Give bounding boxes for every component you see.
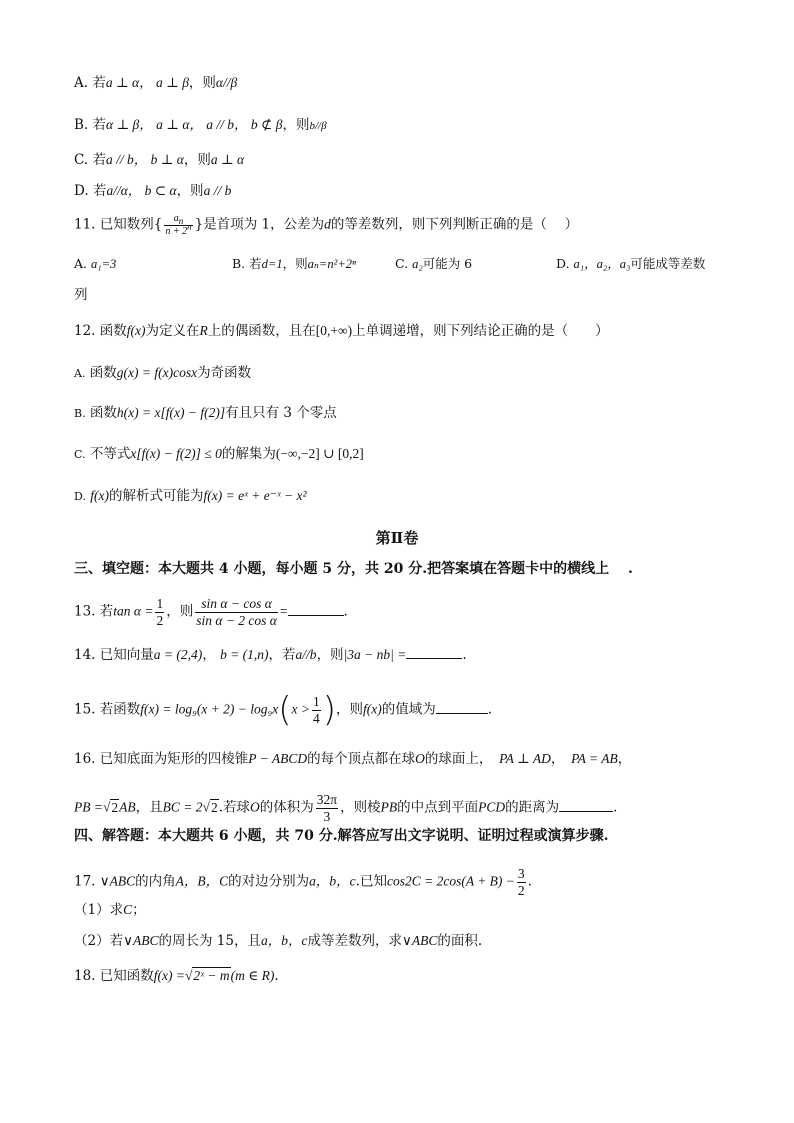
section-3-heading: 三、填空题：本大题共 4 小题，每小题 5 分，共 20 分.把答案填在答题卡中的横线上 . — [74, 561, 633, 577]
q17-stem: 17. ∨ABC的内角A，B，C的对边分别为a，b，c.已知cos2C = 2cos(A + B) − $\frac{3}{2}$ . — [74, 866, 532, 898]
q12-option-a: A. 函数g(x) = f(x)cosx为奇函数 — [74, 365, 252, 381]
q18-stem: 18. 已知函数f(x) =√2ˣ − m(m ∈ R). — [74, 968, 279, 984]
q16-answer-blank[interactable] — [559, 811, 613, 812]
section-4-heading: 四、解答题：本大题共 6 小题，共 70 分.解答应写出文字说明、证明过程或演算步骤. — [74, 828, 609, 844]
q12-option-d: D. f(x)的解析式可能为f(x) = eˣ + e⁻ˣ − x² — [74, 488, 307, 504]
q11-stem: 11. 已知数列{ $\frac{a_n}{n + 2^n}$ }是首项为 1，公差为d的等差数列，则下列判断正确的是（ ） — [74, 213, 579, 237]
q17-part-1: （1）求C； — [74, 902, 146, 918]
q16-line-2: PB =√2AB，且BC = 2√2.若球O的体积为 $\frac{32\pi}{3}$ ，则棱PB的中点到平面PCD的距离为 . — [74, 792, 618, 824]
q17-part-2: （2）若∨ABC的周长为 15，且a，b，c成等差数列，求∨ABC的面积. — [74, 933, 483, 949]
q14: 14. 已知向量a = (2,4)， b = (1,n)，若a//b，则|3a − nb| = . — [74, 647, 467, 663]
q10-option-b: B. 若α ⊥ β， a ⊥ α， a // b， b ⊄ β，则b//β — [74, 117, 327, 133]
q11-fraction: $\frac{a_n}{n + 2^n}$ — [165, 213, 192, 237]
q12-stem: 12. 函数f(x)为定义在R上的偶函数，且在[0,+∞)上单调递增，则下列结论正确的是（ ） — [74, 323, 609, 339]
q10-option-c: C. 若a // b， b ⊥ α，则a ⊥ α — [74, 152, 245, 168]
q13: 13. 若tan α = $\frac{1}{2}$ ，则 $\frac{\text{sin α − cos α}}{\text{sin α − 2 cos α}}$ = . — [74, 596, 348, 628]
q16-line-1: 16. 已知底面为矩形的四棱锥P − ABCD的每个顶点都在球O的球面上， PA ⊥ AD， PA = AB， — [74, 751, 632, 767]
q12-option-c: C. 不等式x[f(x) − f(2)] ≤ 0的解集为(−∞,−2] ∪ [0,2] — [74, 446, 364, 462]
q11-option-d: D. a₁，a₂，a₃可能成等差数 — [556, 256, 706, 271]
q13-answer-blank[interactable] — [288, 615, 344, 616]
q15-answer-blank[interactable] — [436, 713, 488, 714]
q11-option-c: C. a₂可能为 6 — [395, 256, 473, 271]
q10-option-a: A. 若a ⊥ α， a ⊥ β，则α//β — [74, 75, 238, 91]
q10-option-d: D. 若a//α， b ⊂ α，则a // b — [74, 183, 232, 199]
q11-option-b: B. 若d=1，则aₙ=n²+2ⁿ — [232, 256, 356, 271]
q12-option-b: B. 函数h(x) = x[f(x) − f(2)]有且只有 3 个零点 — [74, 405, 337, 421]
part-2-title: 第Ⅱ卷 — [375, 529, 419, 547]
q14-answer-blank[interactable] — [406, 658, 462, 659]
q11-option-d-wrap: 列 — [74, 287, 88, 303]
q11-option-a: A. a₁=3 — [74, 256, 117, 271]
q15: 15. 若函数f(x) = log₉(x + 2) − log₉x(x > $\frac{1}{4}$ )，则f(x)的值域为 . — [74, 690, 493, 730]
